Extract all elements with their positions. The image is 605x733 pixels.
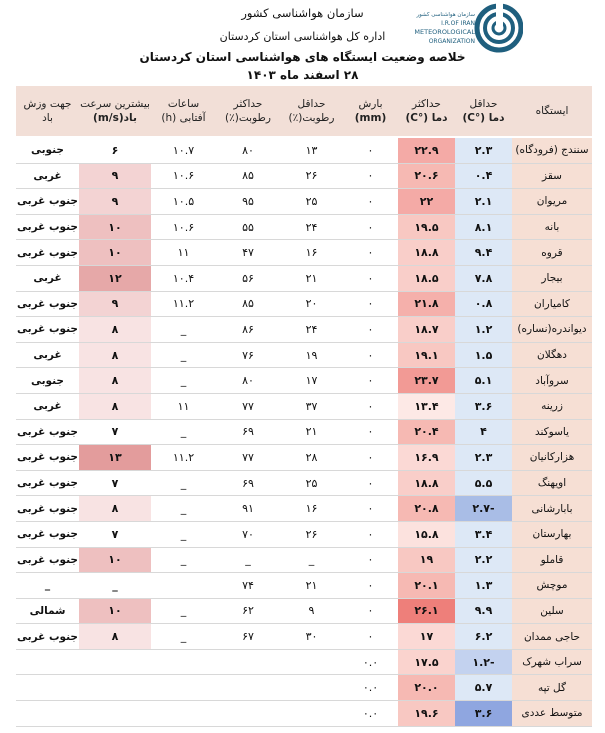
cell-wspd: ۶ (79, 137, 151, 163)
cell-tmax: ۲۰.۱ (398, 573, 455, 599)
cell-wspd (79, 649, 151, 675)
office-name: اداره کل هواشناسی استان کردستان (219, 30, 386, 43)
cell-wspd: ۹ (79, 189, 151, 215)
cell-station: سراب شهرک (512, 649, 592, 675)
cell-tmin: ۲.۳ (455, 445, 512, 471)
cell-hmax: ۸۶ (216, 317, 280, 343)
cell-hmax: ۷۰ (216, 521, 280, 547)
cell-tmax: ۱۸.۵ (398, 265, 455, 291)
cell-wspd: ۸ (79, 342, 151, 368)
cell-station: کامیاران (512, 291, 592, 317)
cell-wspd: ۷ (79, 470, 151, 496)
table-row (16, 496, 592, 522)
cell-sun: _ (151, 317, 216, 343)
cell-wdir: غربی (16, 163, 79, 189)
cell-wdir: جنوب غربی (16, 445, 79, 471)
cell-sun: ۱۱.۲ (151, 291, 216, 317)
cell-hmax: ۵۶ (216, 265, 280, 291)
cell-hmax: ۶۷ (216, 624, 280, 650)
table-row (16, 342, 592, 368)
cell-station: سقز (512, 163, 592, 189)
cell-hmax: ۷۷ (216, 445, 280, 471)
cell-hmin: ۲۶ (280, 163, 343, 189)
cell-wspd: ۱۰ (79, 240, 151, 266)
cell-tmin: ۰.۴ (455, 163, 512, 189)
table-row (16, 701, 592, 727)
table-row (16, 291, 592, 317)
cell-hmin: _ (280, 547, 343, 573)
cell-wdir: شمالی (16, 598, 79, 624)
cell-hmax: ۴۷ (216, 240, 280, 266)
cell-wdir: جنوب غربی (16, 496, 79, 522)
logo-fa-text: سازمان هواشناسی کشور (416, 12, 475, 18)
cell-sun: _ (151, 521, 216, 547)
cell-precip: ۰ (343, 265, 398, 291)
cell-hmin: ۲۱ (280, 265, 343, 291)
cell-sun: ۱۰.۶ (151, 214, 216, 240)
cell-wspd: ۹ (79, 291, 151, 317)
cell-wdir: جنوب غربی (16, 291, 79, 317)
cell-sun (151, 701, 216, 727)
cell-hmax: ۸۵ (216, 291, 280, 317)
table-body (16, 137, 592, 726)
cell-hmax: ۶۹ (216, 470, 280, 496)
cell-precip: ۰ (343, 445, 398, 471)
cell-hmin: ۱۶ (280, 496, 343, 522)
cell-wspd: ۱۰ (79, 547, 151, 573)
cell-hmin: ۱۹ (280, 342, 343, 368)
meteorological-organization-logo (405, 1, 523, 57)
cell-tmin: ۵.۱ (455, 368, 512, 394)
col-precip: بارش (mm) (343, 86, 398, 137)
report-date: ۲۸ اسفند ماه ۱۴۰۳ (246, 68, 359, 82)
cell-wdir: جنوبی (16, 137, 79, 163)
table-row (16, 598, 592, 624)
cell-precip: ۰ (343, 342, 398, 368)
cell-station: حاجی ممدان (512, 624, 592, 650)
cell-hmin: ۲۵ (280, 470, 343, 496)
cell-wdir: جنوب غربی (16, 189, 79, 215)
cell-station: زرینه (512, 393, 592, 419)
logo-en-line3: ORGANIZATION (428, 38, 475, 45)
cell-precip: ۰ (343, 547, 398, 573)
logo-en-line1: I.R.OF IRAN (441, 20, 475, 27)
table-row (16, 214, 592, 240)
cell-wdir: غربی (16, 265, 79, 291)
col-sun: ساعات آفتابی (h) (151, 86, 216, 137)
table-row (16, 317, 592, 343)
cell-precip: ۰ (343, 163, 398, 189)
cell-hmin: ۲۵ (280, 189, 343, 215)
cell-precip: ۰ (343, 137, 398, 163)
cell-sun: _ (151, 368, 216, 394)
col-hmin: حداقل رطوبت(٪) (280, 86, 343, 137)
cell-precip: ۰.۰ (343, 675, 398, 701)
col-hmax: حداکثر رطوبت(٪) (216, 86, 280, 137)
cell-tmin: ۳.۶ (455, 393, 512, 419)
table-row (16, 393, 592, 419)
cell-tmin: ۲.۳ (455, 137, 512, 163)
cell-precip: ۰ (343, 521, 398, 547)
cell-sun: ۱۱ (151, 240, 216, 266)
cell-tmin: ۹.۹ (455, 598, 512, 624)
cell-tmin: -۲.۷ (455, 496, 512, 522)
cell-station: قاملو (512, 547, 592, 573)
cell-hmax: ۹۱ (216, 496, 280, 522)
cell-tmin: -۱.۲ (455, 649, 512, 675)
cell-tmax: ۱۷ (398, 624, 455, 650)
cell-tmin: ۳.۶ (455, 701, 512, 727)
cell-station: بهارستان (512, 521, 592, 547)
cell-sun: _ (151, 496, 216, 522)
cell-hmax: ۷۷ (216, 393, 280, 419)
cell-hmax (216, 701, 280, 727)
cell-precip: ۰ (343, 573, 398, 599)
cell-wdir (16, 701, 79, 727)
cell-wdir: جنوب غربی (16, 419, 79, 445)
cell-tmin: ۳.۴ (455, 521, 512, 547)
table-row (16, 675, 592, 701)
cell-wdir: _ (16, 573, 79, 599)
table-row (16, 419, 592, 445)
cell-wdir: جنوب غربی (16, 547, 79, 573)
logo-en-line2: METEOROLOGICAL (414, 28, 475, 36)
cell-wspd: ۸ (79, 317, 151, 343)
table-row (16, 265, 592, 291)
table-row (16, 163, 592, 189)
stations-table (16, 86, 592, 727)
cell-sun (151, 675, 216, 701)
col-wspd: بیشترین سرعت باد(m/s) (79, 86, 151, 137)
cell-sun (151, 573, 216, 599)
cell-sun: _ (151, 598, 216, 624)
cell-tmax: ۲۰.۸ (398, 496, 455, 522)
cell-wspd: ۱۰ (79, 214, 151, 240)
cell-sun: _ (151, 624, 216, 650)
cell-tmax: ۱۹.۶ (398, 701, 455, 727)
cell-tmax: ۲۰.۰ (398, 675, 455, 701)
cell-tmin: ۰.۸ (455, 291, 512, 317)
cell-sun: ۱۰.۵ (151, 189, 216, 215)
col-tmax: حداکثر دما (°C) (398, 86, 455, 137)
cell-sun: _ (151, 470, 216, 496)
cell-wspd: ۷ (79, 419, 151, 445)
cell-tmax: ۲۲ (398, 189, 455, 215)
cell-sun: _ (151, 342, 216, 368)
cell-wdir: جنوب غربی (16, 240, 79, 266)
cell-hmin: ۱۷ (280, 368, 343, 394)
cell-precip: ۰ (343, 368, 398, 394)
cell-station: موچش (512, 573, 592, 599)
cell-station: متوسط عددی (512, 701, 592, 727)
cell-wdir (16, 649, 79, 675)
cell-precip: ۰.۰ (343, 701, 398, 727)
table-row (16, 547, 592, 573)
cell-tmin: ۱.۲ (455, 317, 512, 343)
cell-precip: ۰ (343, 419, 398, 445)
cell-hmin (280, 649, 343, 675)
cell-tmax: ۱۶.۹ (398, 445, 455, 471)
cell-wspd: ۸ (79, 368, 151, 394)
cell-wdir: جنوب غربی (16, 521, 79, 547)
org-name: سازمان هواشناسی کشور (241, 6, 364, 20)
cell-precip: ۰ (343, 291, 398, 317)
cell-tmin: ۸.۱ (455, 214, 512, 240)
cell-hmin: ۲۱ (280, 419, 343, 445)
cell-sun: _ (151, 419, 216, 445)
cell-hmin: ۲۱ (280, 573, 343, 599)
cell-hmax: ۵۵ (216, 214, 280, 240)
cell-hmax (216, 675, 280, 701)
cell-hmin: ۲۰ (280, 291, 343, 317)
table-row (16, 624, 592, 650)
cell-wspd: ۹ (79, 163, 151, 189)
cell-sun: ۱۰.۶ (151, 163, 216, 189)
cell-station: هزارکانیان (512, 445, 592, 471)
table-row (16, 470, 592, 496)
cell-tmin: ۹.۴ (455, 240, 512, 266)
cell-hmin: ۹ (280, 598, 343, 624)
cell-precip: ۰ (343, 624, 398, 650)
cell-wdir (16, 675, 79, 701)
cell-hmin (280, 675, 343, 701)
cell-wspd: ۱۰ (79, 598, 151, 624)
cell-tmax: ۱۹.۱ (398, 342, 455, 368)
col-wdir: جهت وزش باد (16, 86, 79, 137)
cell-station: اویهنگ (512, 470, 592, 496)
cell-hmin: ۳۰ (280, 624, 343, 650)
cell-tmax: ۱۸.۸ (398, 470, 455, 496)
cell-sun: ۱۱.۲ (151, 445, 216, 471)
cell-tmin: ۲.۱ (455, 189, 512, 215)
cell-hmin: ۲۴ (280, 214, 343, 240)
col-station: ایستگاه (512, 86, 592, 137)
cell-hmin: ۱۳ (280, 137, 343, 163)
cell-station: بانه (512, 214, 592, 240)
cell-hmax: _ (216, 547, 280, 573)
cell-hmin: ۲۴ (280, 317, 343, 343)
cell-tmax: ۲۶.۱ (398, 598, 455, 624)
cell-wspd: _ (79, 573, 151, 599)
table-header-row (16, 86, 592, 137)
cell-wdir: غربی (16, 393, 79, 419)
cell-station: گل تپه (512, 675, 592, 701)
cell-sun: ۱۱ (151, 393, 216, 419)
cell-precip: ۰ (343, 393, 398, 419)
cell-tmax: ۲۲.۹ (398, 137, 455, 163)
cell-precip: ۰ (343, 496, 398, 522)
cell-precip: ۰ (343, 317, 398, 343)
cell-wspd: ۸ (79, 496, 151, 522)
cell-hmin: ۱۶ (280, 240, 343, 266)
cell-tmax: ۱۸.۸ (398, 240, 455, 266)
cell-hmax: ۸۰ (216, 368, 280, 394)
cell-sun: ۱۰.۴ (151, 265, 216, 291)
cell-precip: ۰.۰ (343, 649, 398, 675)
cell-hmax: ۸۰ (216, 137, 280, 163)
cell-wdir: جنوبی (16, 368, 79, 394)
cell-tmin: ۵.۵ (455, 470, 512, 496)
cell-station: یاسوکند (512, 419, 592, 445)
cell-precip: ۰ (343, 240, 398, 266)
cell-tmin: ۷.۸ (455, 265, 512, 291)
cell-wspd (79, 701, 151, 727)
cell-station: دهگلان (512, 342, 592, 368)
cell-hmax: ۶۲ (216, 598, 280, 624)
cell-station: قروه (512, 240, 592, 266)
cell-precip: ۰ (343, 470, 398, 496)
cell-tmax: ۲۰.۶ (398, 163, 455, 189)
report-title: خلاصه وضعیت ایستگاه های هواشناسی استان کردستان (139, 50, 466, 64)
cell-station: مریوان (512, 189, 592, 215)
cell-tmin: ۲.۲ (455, 547, 512, 573)
cell-tmin: ۱.۵ (455, 342, 512, 368)
table-row (16, 137, 592, 163)
cell-wdir: جنوب غربی (16, 624, 79, 650)
cell-hmax: ۷۴ (216, 573, 280, 599)
cell-tmax: ۱۵.۸ (398, 521, 455, 547)
cell-sun: ۱۰.۷ (151, 137, 216, 163)
cell-wdir: غربی (16, 342, 79, 368)
cell-hmin (280, 701, 343, 727)
cell-wspd (79, 675, 151, 701)
cell-tmax: ۲۱.۸ (398, 291, 455, 317)
cell-tmin: ۱.۳ (455, 573, 512, 599)
cell-tmax: ۱۸.۷ (398, 317, 455, 343)
col-tmin: حداقل دما (°C) (455, 86, 512, 137)
cell-wdir: جنوب غربی (16, 317, 79, 343)
cell-wdir: جنوب غربی (16, 470, 79, 496)
cell-tmax: ۱۹ (398, 547, 455, 573)
cell-station: بابارشانی (512, 496, 592, 522)
cell-hmax: ۸۵ (216, 163, 280, 189)
cell-precip: ۰ (343, 214, 398, 240)
cell-tmax: ۱۷.۵ (398, 649, 455, 675)
table-row (16, 189, 592, 215)
cell-tmin: ۶.۲ (455, 624, 512, 650)
cell-station: دیواندره(نساره) (512, 317, 592, 343)
cell-tmax: ۲۰.۴ (398, 419, 455, 445)
cell-wspd: ۱۲ (79, 265, 151, 291)
table-row (16, 573, 592, 599)
cell-tmax: ۱۳.۴ (398, 393, 455, 419)
cell-wspd: ۸ (79, 624, 151, 650)
cell-wdir: جنوب غربی (16, 214, 79, 240)
cell-tmin: ۴ (455, 419, 512, 445)
cell-hmax: ۷۶ (216, 342, 280, 368)
cell-hmax: ۹۵ (216, 189, 280, 215)
cell-station: سروآباد (512, 368, 592, 394)
cell-hmin: ۲۸ (280, 445, 343, 471)
cell-wspd: ۷ (79, 521, 151, 547)
cell-precip: ۰ (343, 189, 398, 215)
cell-wspd: ۱۳ (79, 445, 151, 471)
cell-hmin: ۲۶ (280, 521, 343, 547)
table-row (16, 445, 592, 471)
cell-sun: _ (151, 547, 216, 573)
cell-tmax: ۱۹.۵ (398, 214, 455, 240)
cell-wspd: ۸ (79, 393, 151, 419)
table-row (16, 240, 592, 266)
cell-station: بیجار (512, 265, 592, 291)
table-row (16, 368, 592, 394)
cell-hmin: ۳۷ (280, 393, 343, 419)
cell-station: سلین (512, 598, 592, 624)
cell-precip: ۰ (343, 598, 398, 624)
cell-hmax (216, 649, 280, 675)
cell-sun (151, 649, 216, 675)
cell-tmin: ۵.۷ (455, 675, 512, 701)
table-row (16, 649, 592, 675)
cell-tmax: ۲۳.۷ (398, 368, 455, 394)
cell-hmax: ۶۹ (216, 419, 280, 445)
cell-station: سنندج (فرودگاه) (512, 137, 592, 163)
table-row (16, 521, 592, 547)
